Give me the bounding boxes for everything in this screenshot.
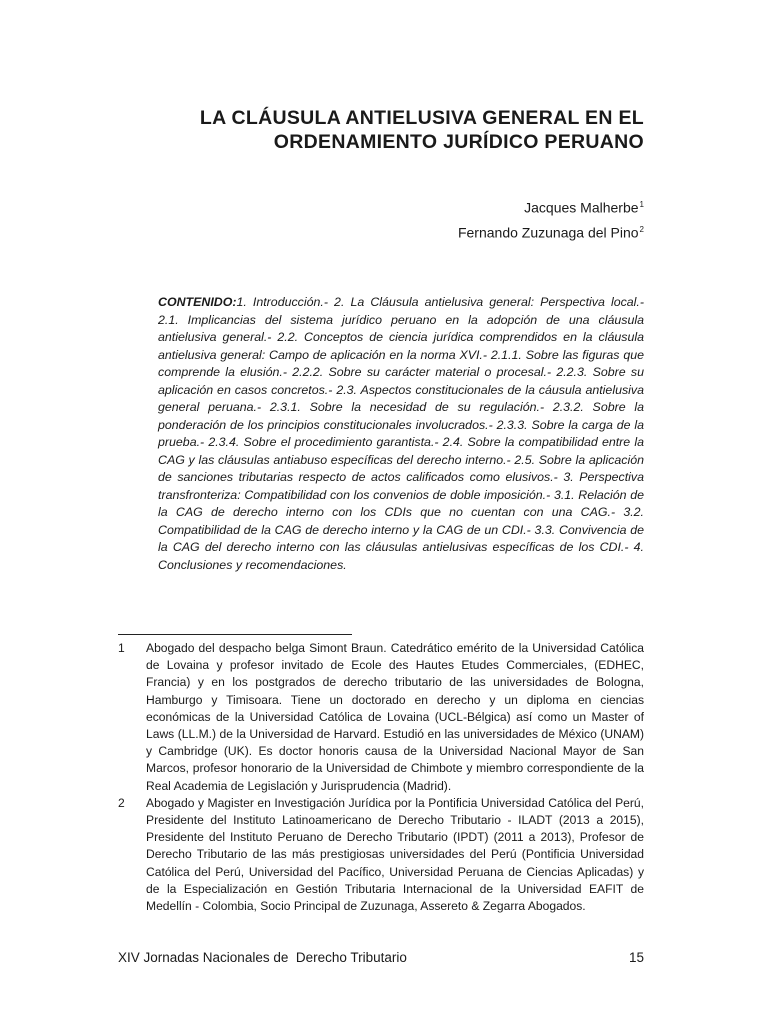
footnote-number: 1 [118, 641, 125, 655]
author-name: Fernando Zuzunaga del Pino [457, 224, 639, 241]
article-title [200, 106, 644, 154]
footnotes [118, 640, 644, 915]
footnote-1 [118, 640, 644, 795]
contents-label: CONTENIDO: [158, 295, 237, 309]
author-name: Jacques Malherbe [524, 199, 639, 216]
footnote-ref[interactable]: 1 [639, 200, 644, 209]
publication-name: XIV Jornadas Nacionales de Derecho Tributario [118, 950, 407, 965]
title-line-1: LA CLÁUSULA ANTIELUSIVA GENERAL EN EL [199, 107, 644, 129]
page-footer [118, 950, 644, 965]
footnote-divider [118, 634, 352, 635]
author-2 [458, 219, 644, 244]
title-line-2: ORDENAMIENTO JURÍDICO PERUANO [273, 131, 644, 153]
footnote-text: Abogado y Magister en Investigación Jurídica por la Pontificia Universidad Católica del Perú, Presidente del Instituto Latinoamericano de Derecho Tributario - ILADT (2013 a 2015), Presidente del Instituto Peruano de Derecho Tributario (IPDT) (2011 a 2013), Profesor de Derecho Tributario de las más prestigiosas universidades del Perú (Pontificia Universidad Católica del Perú, Universidad del Pacífico, Universidad Peruana de Ciencias Aplicadas) y de la Especialización en Gestión Tributaria Internacional de la Universidad EAFIT de Medellín - Colombia, Socio Principal de Zuzunaga, Assereto & Zegarra Abogados. [146, 795, 644, 914]
footnote-number: 2 [118, 795, 125, 810]
footnote-2 [118, 795, 644, 915]
table-of-contents [158, 294, 644, 574]
footnote-text: Abogado del despacho belga Simont Braun. Catedrático emérito de la Universidad Católica de Lovaina y profesor invitado de Ecole des Hautes Etudes Commerciales, (EDHEC, Francia) y en los postgrados de derecho tributario de las universidades de Bologna, Hamburgo y Timisoara. Tiene un doctorado en derecho y un diploma en ciencias económicas de la Universidad Católica de Lovaina (UCL-Bélgica) así como un Master of Laws (LL.M.) de la Universidad de Harvard. Estudió en las universidades de México (UNAM) y Cambridge (UK). Es doctor honoris causa de la Universidad Nacional Mayor de San Marcos, profesor honorario de la Universidad de Chimbote y miembro correspondiente de la Real Academia de Legislación y Jurisprudencia (Madrid). [146, 641, 644, 793]
contents-text: 1. Introducción.- 2. La Cláusula antielusiva general: Perspectiva local.- 2.1. Implicancias del sistema jurídico peruano en la adopción de una cláusula antielusiva general.- 2.2. Conceptos de ciencia jurídica comprendidos en la cláusula antielusiva general: Campo de aplicación en la norma XVI.- 2.1.1. Sobre las figuras que comprende la elusión.- 2.2.2. Sobre su carácter material o procesal.- 2.2.3. Sobre su aplicación en casos concretos.- 2.3. Aspectos constitucionales de la cáusula antielusiva general peruana.- 2.3.1. Sobre la necesidad de su regulación.- 2.3.2. Sobre la ponderación de los principios constitucionales involucrados.- 2.3.3. Sobre la carga de la prueba.- 2.3.4. Sobre el procedimiento garantista.- 2.4. Sobre la compatibilidad entre la CAG y las cláusulas antiabuso específicas del derecho interno.- 2.5. Sobre la aplicación de sanciones tributarias respecto de actos calificados como elusivos.- 3. Perspectiva transfronteriza: Compatibilidad con los convenios de doble imposición.- 3.1. Relación de la CAG de derecho interno con los CDIs que no cuentan con una CAG.- 3.2. Compatibilidad de la CAG de derecho interno y la CAG de un CDI.- 3.3. Convivencia de la CAG del derecho interno con las cláusulas antielusivas específicas de los CDI.- 4. Conclusiones y recomendaciones. [158, 295, 644, 572]
author-1 [458, 194, 644, 219]
footnote-ref[interactable]: 2 [639, 224, 644, 234]
page-number: 15 [628, 950, 644, 965]
authors [458, 194, 644, 243]
